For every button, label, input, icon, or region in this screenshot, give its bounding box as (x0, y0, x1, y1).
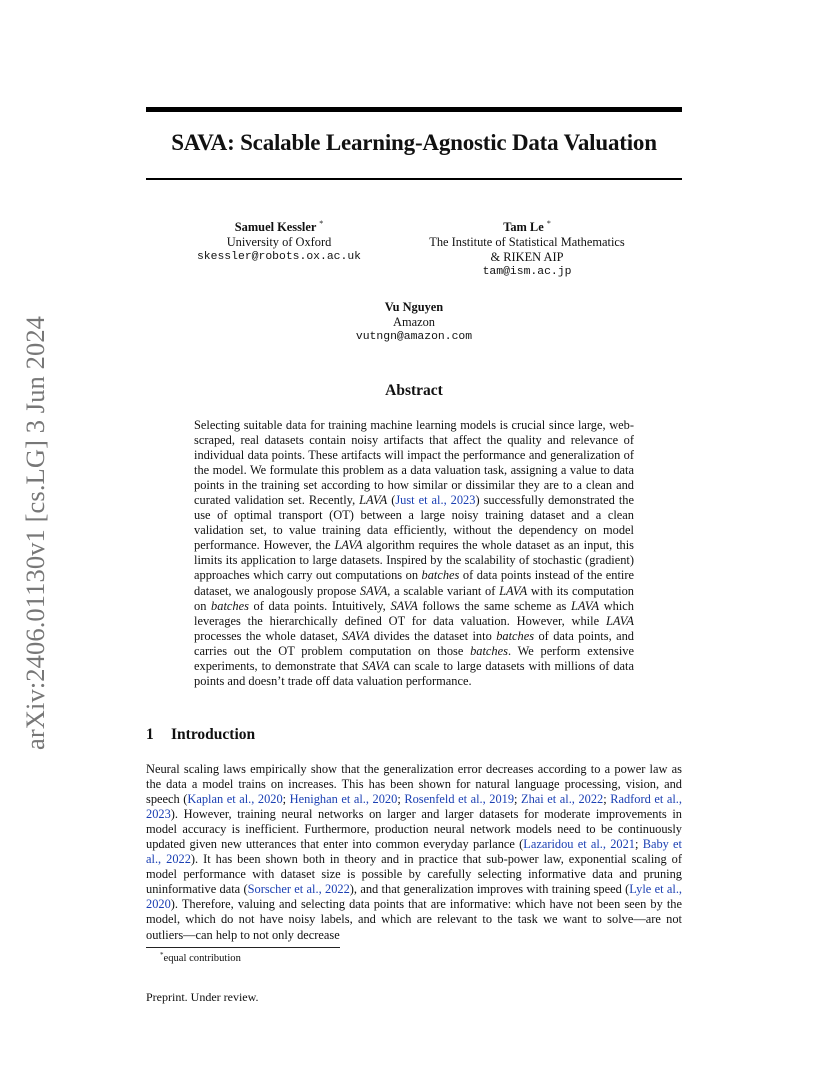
citation-link[interactable]: Radford et al., 2023 (146, 792, 682, 822)
introduction-body: Neural scaling laws empirically show that the generalization error decreases according to a power law as the data a model trains on increases. This has been shown for natural language processing, vision, and speech (Kaplan et al., 2020; Henighan et al., 2020; Rosenfeld et al., 2019; Zhai et al., 2022; Radford et al., 2023). However, training neural networks on larger and larger datasets for moderate improvements in model accuracy is inefficient. Furthermore, production neural network models need to be continuously updated given new utterances that enter into common everyday parlance (Lazaridou et al., 2021; Baby et al., 2022). It has been shown both in theory and in practice that sub-power law, exponential scaling of model performance with dataset size is possible by carefully selecting informative data and pruning uninformative data (Sorscher et al., 2022), and that generalization improves with training speed (Lyle et al., 2020). Therefore, valuing and selecting data points that are informative: which have not been seen by the model, which do not have noisy labels, and which are relevant to the task we want to solve—are not outliers—can help to not only decrease (146, 762, 683, 942)
footer-note: Preprint. Under review. (146, 990, 259, 1004)
paper-title: SAVA: Scalable Learning-Agnostic Data Valuation (171, 130, 657, 155)
author-name: Samuel Kessler * (234, 219, 324, 234)
citation-link[interactable]: Zhai et al., 2022 (521, 792, 604, 807)
citation-link[interactable]: Rosenfeld et al., 2019 (404, 792, 515, 807)
author-block (174, 216, 384, 265)
citation-link[interactable]: Just et al., 2023 (395, 493, 476, 508)
abstract-body: Selecting suitable data for training machine learning models is crucial since large, web-scraped, real datasets contain noisy artifacts that affect the quality and relevance of individual data points. These artifacts will impact the performance and generalization of the model. We formulate this problem as a data valuation task, assigning a value to data points in the training set according to how similar or dissimilar they are to a clean and curated validation set. Recently, LAVA (Just et al., 2023) successfully demonstrated the use of optimal transport (OT) between a large noisy training dataset and a clean validation set, to value training data efficiently, without the dependency on model performance. However, the LAVA algorithm requires the whole dataset as an input, this limits its application to large datasets. Inspired by the scalability of stochastic (gradient) approaches which carry out computations on batches of data points instead of the entire dataset, we analogously propose SAVA, a scalable variant of LAVA with its computation on batches of data points. Intuitively, SAVA follows the same scheme as LAVA which leverages the hierarchically defined OT for data valuation. However, while LAVA processes the whole dataset, SAVA divides the dataset into batches of data points, and carries out the OT problem computation on those batches. We perform extensive experiments, to demonstrate that SAVA can scale to large datasets with millions of data points and doesn’t trade off data valuation performance. (194, 418, 634, 688)
author-name: Vu Nguyen (384, 300, 444, 314)
citation-link[interactable]: Baby et al., 2022 (146, 837, 683, 867)
title-bottom-rule (146, 178, 682, 180)
author-affiliation: Amazon (393, 315, 435, 329)
arxiv-identifier: arXiv:2406.01130v1 [cs.LG] 3 Jun 2024 (20, 315, 50, 750)
section-number: 1 (146, 726, 154, 743)
citation-link[interactable]: Lyle et al., 2020 (146, 882, 683, 912)
citation-link[interactable]: Sorscher et al., 2022 (247, 882, 350, 897)
author-email: skessler@robots.ox.ac.uk (196, 251, 362, 263)
author-affiliation: The Institute of Statistical Mathematics (429, 235, 625, 249)
author-affiliation: University of Oxford (226, 235, 332, 249)
footnote: *equal contribution (160, 951, 241, 964)
citation-link[interactable]: Kaplan et al., 2020 (187, 792, 283, 807)
author-name: Tam Le * (503, 219, 551, 234)
citation-link[interactable]: Henighan et al., 2020 (289, 792, 398, 807)
author-block (314, 300, 514, 345)
author-block (404, 216, 650, 280)
author-email: tam@ism.ac.jp (482, 266, 572, 278)
section-heading (146, 726, 255, 744)
section-title: Introduction (171, 726, 256, 743)
abstract-heading: Abstract (385, 382, 443, 399)
title-top-rule (146, 107, 682, 112)
author-affiliation: & RIKEN AIP (490, 250, 564, 264)
footnote-rule (146, 947, 340, 948)
author-email: vutngn@amazon.com (355, 331, 473, 343)
citation-link[interactable]: Lazaridou et al., 2021 (523, 837, 636, 852)
